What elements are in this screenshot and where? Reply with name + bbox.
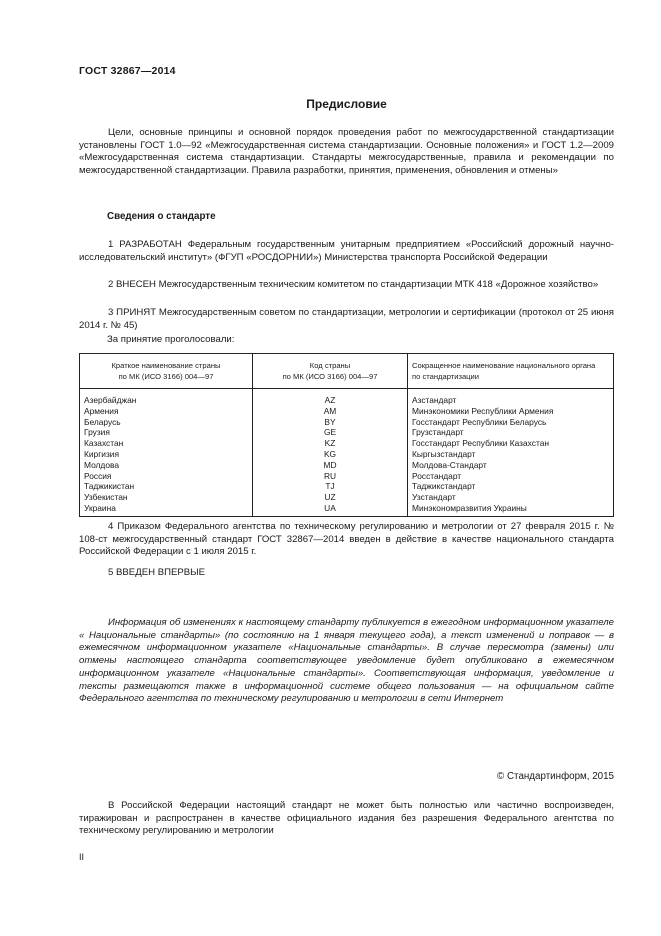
table-row (80, 503, 614, 516)
table-row (80, 427, 614, 438)
country-cell: Киргизия (80, 449, 253, 460)
organization-cell: Росстандарт (408, 471, 614, 482)
code-cell: UZ (253, 492, 408, 503)
item-4-enacted: 4 Приказом Федерального агентства по техническому регулированию и метрологии от 27 февраля 2015 г. № 108-ст межгосударственный стандарт ГОСТ 32867—2014 введен в действие в качестве национального стандарта Российской Федерации с 1 июля 2015 г. (79, 521, 614, 557)
table-row (80, 406, 614, 417)
column-header-organization-line1: Сокращенное наименование национального органа (412, 361, 596, 370)
table-header-row (80, 354, 614, 389)
country-cell: Узбекистан (80, 492, 253, 503)
column-header-country (80, 354, 253, 389)
code-cell: KG (253, 449, 408, 460)
country-cell: Казахстан (80, 438, 253, 449)
organization-cell: Госстандарт Республики Беларусь (408, 417, 614, 428)
code-cell: RU (253, 471, 408, 482)
organization-cell: Азстандарт (408, 389, 614, 406)
code-cell: KZ (253, 438, 408, 449)
voted-label: За принятие проголосовали: (107, 334, 235, 345)
code-cell: TJ (253, 481, 408, 492)
table-row (80, 460, 614, 471)
changes-information-notice: Информация об изменениях к настоящему стандарту публикуется в ежегодном информационном указателе « Национальные стандарты» (по состоянию на 1 января текущего года), а текст изменений и поправок — в ежемесячном информационном указателе «Национальные стандарты». В случае пересмотра (замены) или отмены настоящего стандарта соответствующее уведомление будет опубликовано в ежемесячном информационном указателе «Национальные стандарты». Соответствующая информация, уведомление и тексты размещаются также в информационной системе общего пользования — на официальном сайте Федерального агентства по техническому регулированию и метрологии в сети Интернет (79, 617, 614, 705)
code-cell: BY (253, 417, 408, 428)
page-number: II (79, 852, 85, 862)
table-row (80, 481, 614, 492)
table-row (80, 438, 614, 449)
organization-cell: Узстандарт (408, 492, 614, 503)
column-header-country-line1: Краткое наименование страны (111, 361, 221, 370)
organization-cell: Молдова-Стандарт (408, 460, 614, 471)
column-header-code-line2: по МК (ИСО 3166) 004—97 (282, 372, 378, 381)
page-title: Предисловие (306, 97, 387, 111)
country-cell: Армения (80, 406, 253, 417)
column-header-organization-line2: по стандартизации (412, 372, 480, 381)
table-row (80, 389, 614, 406)
reproduction-notice: В Российской Федерации настоящий стандарт не может быть полностью или частично воспроизведен, тиражирован и распространен в качестве официального издания без разрешения Федерального агентства по техническому регулированию и метрологии (79, 800, 614, 836)
code-cell: AM (253, 406, 408, 417)
table-row (80, 449, 614, 460)
organization-cell: Таджикстандарт (408, 481, 614, 492)
country-cell: Азербайджан (80, 389, 253, 406)
country-cell: Грузия (80, 427, 253, 438)
document-code-header: ГОСТ 32867—2014 (79, 65, 176, 77)
country-cell: Беларусь (80, 417, 253, 428)
country-cell: Россия (80, 471, 253, 482)
organization-cell: Госстандарт Республики Казахстан (408, 438, 614, 449)
item-1-developed: 1 РАЗРАБОТАН Федеральным государственным унитарным предприятием «Российский дорожный научно-исследовательский институт» (ФГУП «РОСДОРНИИ») Министерства транспорта Российской Федерации (79, 239, 614, 263)
code-cell: GE (253, 427, 408, 438)
column-header-organization (408, 354, 614, 389)
country-cell: Молдова (80, 460, 253, 471)
intro-paragraph: Цели, основные принципы и основной порядок проведения работ по межгосударственной стандартизации установлены ГОСТ 1.0—92 «Межгосударственная система стандартизации. Основные положения» и ГОСТ 1.2—2009 «Межгосударственная система стандартизации. Стандарты межгосударственные, правила и рекомендации по межгосударственной стандартизации. Правила разработки, принятия, применения, обновления и отмены» (79, 127, 614, 176)
column-header-code-line1: Код страны (309, 361, 351, 370)
copyright-notice: © Стандартинформ, 2015 (497, 771, 614, 782)
organization-cell: Минэкономики Республики Армения (408, 406, 614, 417)
table-row (80, 492, 614, 503)
item-2-submitted: 2 ВНЕСЕН Межгосударственным техническим комитетом по стандартизации МТК 418 «Дорожное хозяйство» (108, 279, 599, 290)
table-row (80, 471, 614, 482)
organization-cell: Кыргызстандарт (408, 449, 614, 460)
column-header-country-line2: по МК (ИСО 3166) 004—97 (118, 372, 214, 381)
item-3-adopted: 3 ПРИНЯТ Межгосударственным советом по стандартизации, метрологии и сертификации (протокол от 25 июня 2014 г. № 45) (79, 307, 614, 331)
organization-cell: Минэкономразвития Украины (408, 503, 614, 516)
country-cell: Украина (80, 503, 253, 516)
country-cell: Таджикистан (80, 481, 253, 492)
code-cell: AZ (253, 389, 408, 406)
voting-table (79, 353, 614, 517)
code-cell: MD (253, 460, 408, 471)
organization-cell: Грузстандарт (408, 427, 614, 438)
table-row (80, 417, 614, 428)
item-5-first-introduced: 5 ВВЕДЕН ВПЕРВЫЕ (108, 567, 206, 578)
code-cell: UA (253, 503, 408, 516)
column-header-code (253, 354, 408, 389)
section-title: Сведения о стандарте (107, 211, 216, 222)
